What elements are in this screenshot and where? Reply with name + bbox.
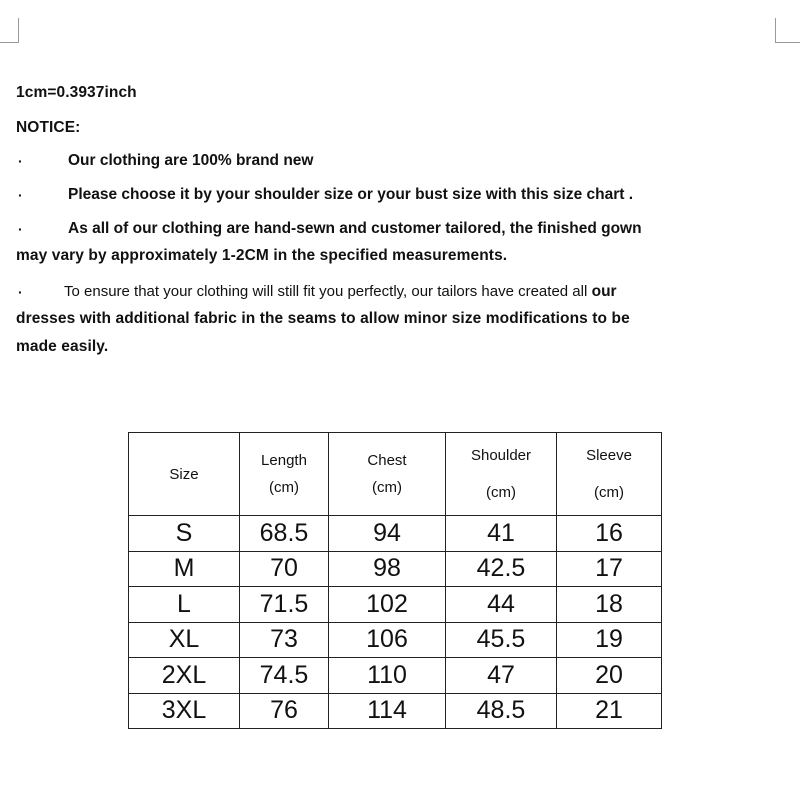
cell-shoulder: 41 <box>446 516 557 552</box>
cell-chest: 98 <box>329 551 446 587</box>
cell-length: 73 <box>240 622 329 658</box>
cell-sleeve: 19 <box>557 622 662 658</box>
header-chest-unit: (cm) <box>372 479 402 496</box>
cell-shoulder: 45.5 <box>446 622 557 658</box>
table-row <box>129 658 662 694</box>
header-chest <box>329 433 446 516</box>
conversion-note: 1cm=0.3937inch <box>16 84 137 101</box>
bullet-icon: · <box>18 221 23 237</box>
header-length-label: Length <box>261 452 307 469</box>
notice-title: NOTICE: <box>16 119 81 136</box>
header-size <box>129 433 240 516</box>
cell-length: 74.5 <box>240 658 329 694</box>
notice-item-4-line-2: dresses with additional fabric in the seams to allow minor size modifications to be <box>16 310 630 327</box>
cell-shoulder: 48.5 <box>446 693 557 729</box>
header-sleeve-label: Sleeve <box>586 447 632 464</box>
table-row <box>129 551 662 587</box>
notice-item-4-line-1 <box>64 283 617 301</box>
cell-chest: 110 <box>329 658 446 694</box>
header-shoulder-unit: (cm) <box>486 484 516 501</box>
header-length <box>240 433 329 516</box>
cell-chest: 114 <box>329 693 446 729</box>
bullet-icon: · <box>18 284 23 300</box>
cell-chest: 94 <box>329 516 446 552</box>
notice-item-4-line-3: made easily. <box>16 338 109 355</box>
cell-length: 76 <box>240 693 329 729</box>
notice-item-4-bold-word: our <box>591 283 617 300</box>
cell-shoulder: 44 <box>446 587 557 623</box>
header-length-unit: (cm) <box>269 479 299 496</box>
cell-length: 71.5 <box>240 587 329 623</box>
cell-sleeve: 18 <box>557 587 662 623</box>
cell-sleeve: 17 <box>557 551 662 587</box>
cell-sleeve: 21 <box>557 693 662 729</box>
bullet-icon: · <box>18 153 23 169</box>
cell-chest: 102 <box>329 587 446 623</box>
table-row <box>129 693 662 729</box>
table-row <box>129 587 662 623</box>
cell-size: 3XL <box>129 693 240 729</box>
notice-item-4-text: To ensure that your clothing will still fit you perfectly, our tailors have created all <box>64 283 588 300</box>
bullet-icon: · <box>18 187 23 203</box>
header-size-label: Size <box>169 465 199 483</box>
notice-item-3-line-1: As all of our clothing are hand-sewn and customer tailored, the finished gown <box>68 220 642 237</box>
cell-shoulder: 47 <box>446 658 557 694</box>
page-corner-mark-right <box>775 18 800 43</box>
size-chart-table <box>128 432 662 729</box>
notice-item-3-line-2: may vary by approximately 1-2CM in the specified measurements. <box>16 247 508 264</box>
header-chest-label: Chest <box>367 452 407 469</box>
cell-sleeve: 20 <box>557 658 662 694</box>
cell-length: 70 <box>240 551 329 587</box>
table-header-row <box>129 433 662 516</box>
cell-shoulder: 42.5 <box>446 551 557 587</box>
notice-item-2: Please choose it by your shoulder size or your bust size with this size chart . <box>68 186 634 203</box>
cell-size: L <box>129 587 240 623</box>
cell-length: 68.5 <box>240 516 329 552</box>
page-corner-mark-left <box>0 18 19 43</box>
notice-item-1: Our clothing are 100% brand new <box>68 152 314 169</box>
cell-size: 2XL <box>129 658 240 694</box>
cell-size: S <box>129 516 240 552</box>
cell-size: XL <box>129 622 240 658</box>
header-sleeve-unit: (cm) <box>594 484 624 501</box>
cell-size: M <box>129 551 240 587</box>
table-row <box>129 516 662 552</box>
cell-sleeve: 16 <box>557 516 662 552</box>
header-shoulder-label: Shoulder <box>470 447 532 464</box>
header-sleeve <box>557 433 662 516</box>
table-row <box>129 622 662 658</box>
header-shoulder <box>446 433 557 516</box>
cell-chest: 106 <box>329 622 446 658</box>
